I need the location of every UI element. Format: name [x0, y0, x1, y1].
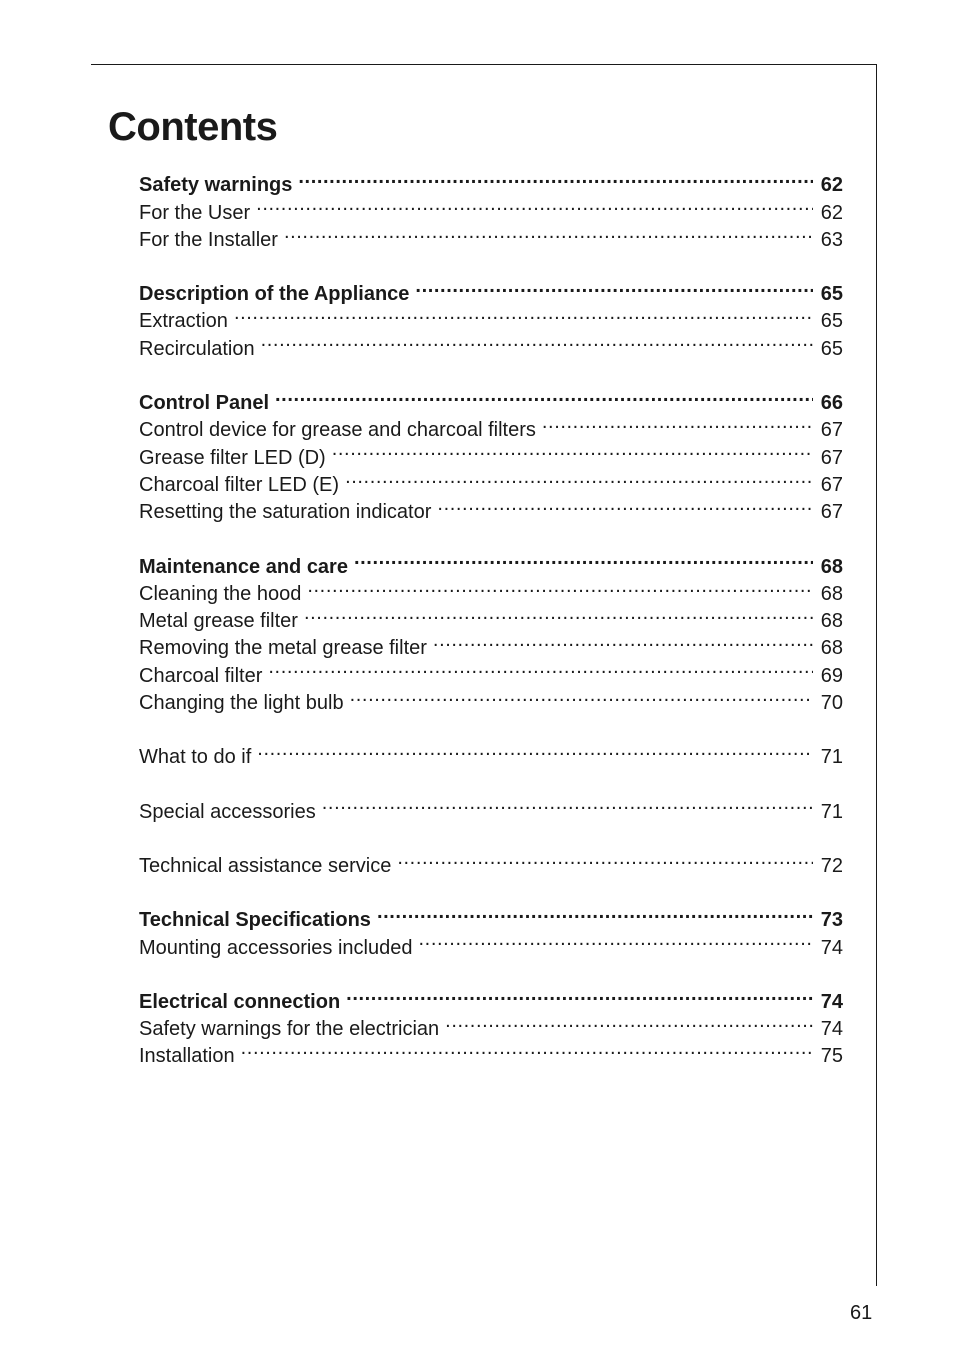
toc-entry-page: 63 [820, 228, 843, 251]
toc-entry-label: Resetting the saturation indicator [139, 501, 432, 524]
toc-entry-page: 74 [820, 936, 843, 959]
toc-entry[interactable] [139, 1035, 843, 1068]
toc-section [139, 790, 843, 823]
toc-heading-entry[interactable] [139, 382, 843, 415]
toc-entry-label: Extraction [139, 310, 228, 333]
dot-leader [304, 600, 813, 627]
dot-leader [437, 491, 812, 518]
toc-section [139, 981, 843, 1068]
toc-entry-label: Control Panel [139, 392, 270, 415]
dot-leader [261, 327, 813, 354]
toc-entry-page: 73 [820, 909, 843, 932]
toc-entry-label: Maintenance and care [139, 555, 348, 578]
toc-entry[interactable] [139, 327, 843, 360]
toc-entry-page: 74 [820, 1018, 843, 1041]
toc-entry-page: 70 [820, 692, 843, 715]
toc-section [139, 164, 843, 251]
toc-heading-entry[interactable] [139, 981, 843, 1013]
toc-entry-page: 67 [820, 473, 843, 496]
dot-leader [257, 736, 812, 763]
right-rule [876, 64, 877, 1286]
top-rule [91, 64, 877, 65]
dot-leader [419, 926, 813, 953]
toc-entry-page: 67 [820, 419, 843, 442]
dot-leader [307, 573, 812, 600]
dot-leader [234, 300, 813, 327]
toc-entry[interactable] [139, 736, 843, 769]
dot-leader [415, 273, 812, 300]
dot-leader [433, 627, 813, 654]
toc-section [139, 382, 843, 524]
toc-heading-entry[interactable] [139, 899, 843, 932]
toc-entry-page: 72 [820, 854, 843, 877]
dot-leader [241, 1035, 813, 1062]
dot-leader [284, 219, 813, 246]
toc-heading-entry[interactable] [139, 164, 843, 197]
toc-entry-label: Removing the metal grease filter [139, 637, 427, 660]
toc-entry[interactable] [139, 300, 843, 333]
dot-leader [354, 545, 813, 572]
toc-entry-page: 65 [820, 337, 843, 360]
toc-entry-label: Charcoal filter [139, 664, 263, 687]
toc-entry[interactable] [139, 790, 843, 823]
toc-entry-page: 71 [820, 800, 843, 823]
toc-section [139, 899, 843, 959]
toc-entry-label: Mounting accessories included [139, 936, 413, 959]
toc-entry-page: 68 [820, 555, 843, 578]
toc-entry-page: 62 [820, 201, 843, 224]
toc-section [139, 845, 843, 877]
dot-leader [298, 164, 812, 191]
toc-entry-page: 65 [820, 283, 843, 306]
toc-entry-page: 68 [820, 637, 843, 660]
toc-section [139, 273, 843, 360]
toc-entry-page: 69 [820, 664, 843, 687]
toc-entry-label: Description of the Appliance [139, 283, 410, 306]
toc-entry-page: 67 [820, 446, 843, 469]
dot-leader [346, 981, 813, 1008]
toc-entry-page: 67 [820, 501, 843, 524]
toc-entry-label: Safety warnings for the electrician [139, 1018, 440, 1041]
dot-leader [345, 464, 813, 491]
toc-entry-label: Changing the light bulb [139, 692, 344, 715]
toc-entry-page: 65 [820, 310, 843, 333]
dot-leader [268, 654, 812, 681]
toc-entry-label: For the User [139, 201, 251, 224]
toc-entry-label: Special accessories [139, 800, 316, 823]
toc-entry-page: 66 [820, 392, 843, 415]
dot-leader [397, 845, 812, 872]
dot-leader [322, 790, 813, 817]
table-of-contents [139, 164, 843, 1089]
toc-entry-label: What to do if [139, 746, 252, 769]
dot-leader [542, 409, 813, 436]
dot-leader [332, 436, 813, 463]
toc-entry-label: Grease filter LED (D) [139, 446, 326, 469]
toc-section [139, 545, 843, 715]
toc-section [139, 736, 843, 769]
toc-entry-page: 62 [820, 174, 843, 197]
toc-entry[interactable] [139, 845, 843, 877]
page-number: 61 [850, 1302, 873, 1324]
toc-entry-page: 75 [820, 1045, 843, 1068]
toc-entry-label: Cleaning the hood [139, 582, 302, 605]
toc-entry-label: Technical assistance service [139, 854, 392, 877]
dot-leader [350, 682, 813, 709]
toc-entry-page: 68 [820, 610, 843, 633]
toc-entry-label: Control device for grease and charcoal filters [139, 419, 536, 442]
dot-leader [377, 899, 813, 926]
dot-leader [445, 1008, 813, 1035]
toc-entry-label: Electrical connection [139, 990, 341, 1013]
toc-entry-page: 71 [820, 746, 843, 769]
toc-entry-label: Recirculation [139, 337, 255, 360]
toc-entry-label: Technical Specifications [139, 909, 371, 932]
toc-heading-entry[interactable] [139, 273, 843, 306]
page-title: Contents [108, 105, 278, 149]
dot-leader [256, 191, 813, 218]
toc-entry-page: 74 [820, 990, 843, 1013]
toc-entry-label: For the Installer [139, 228, 278, 251]
toc-heading-entry[interactable] [139, 545, 843, 578]
toc-entry-page: 68 [820, 582, 843, 605]
dot-leader [275, 382, 813, 409]
toc-entry-label: Installation [139, 1045, 235, 1068]
toc-entry-label: Safety warnings [139, 174, 293, 197]
toc-entry-label: Charcoal filter LED (E) [139, 473, 340, 496]
toc-entry-label: Metal grease filter [139, 610, 298, 633]
